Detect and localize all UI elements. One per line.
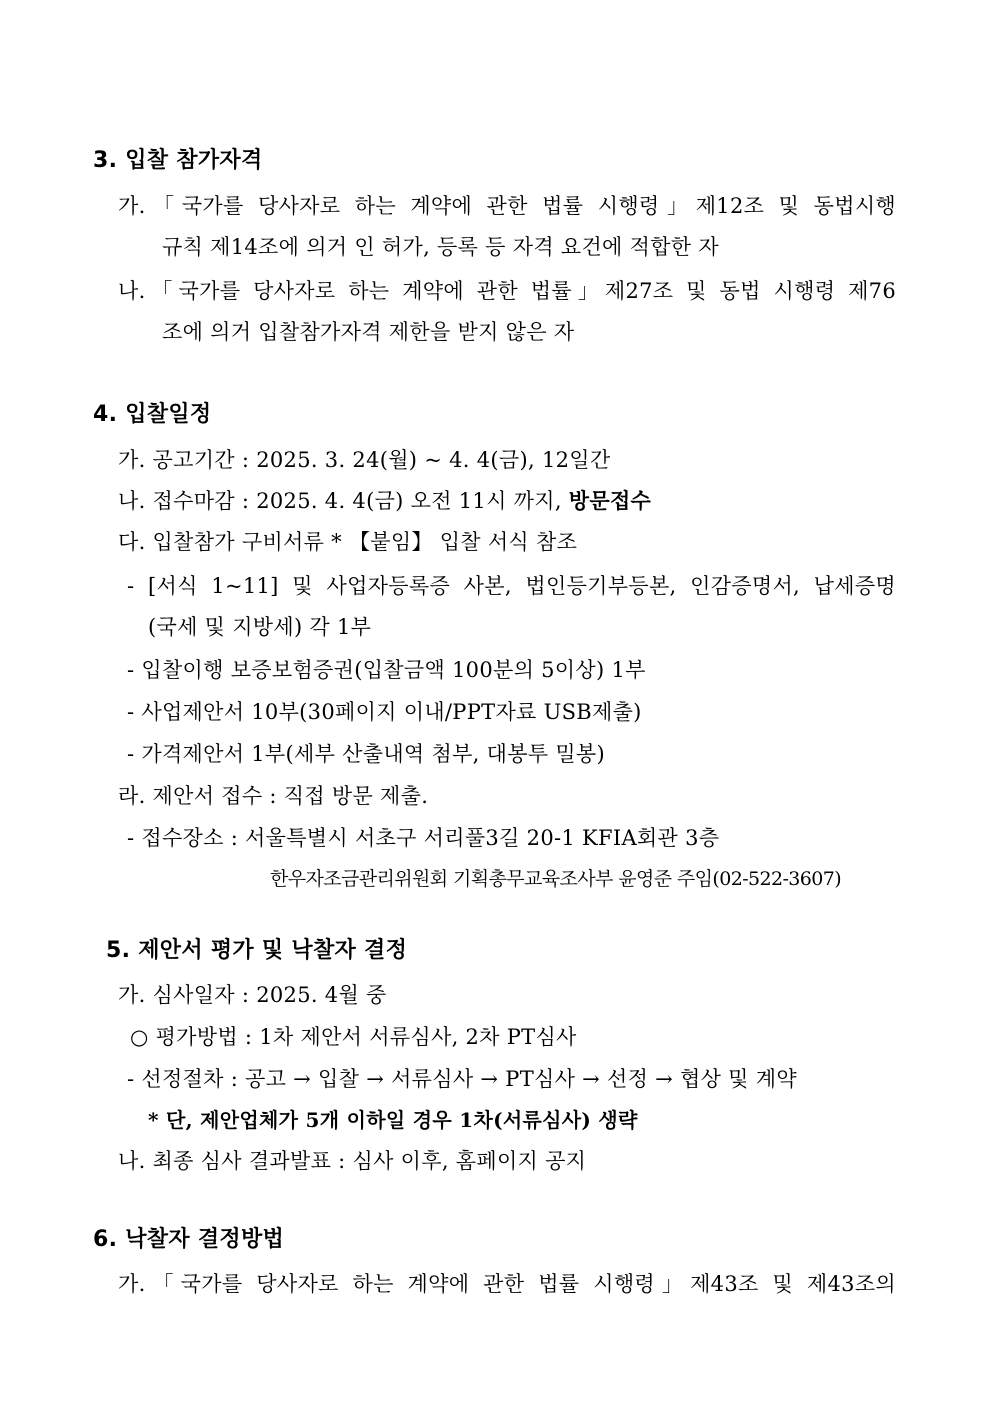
section-3-item-na-line1: 나.「국가를 당사자로 하는 계약에 관한 법률」제27조 및 동법 시행령 제76 [118, 279, 896, 303]
doc-item-1-line2: (국세 및 지방세) 각 1부 [148, 615, 372, 639]
deadline-visit-note: 방문접수 [568, 488, 652, 513]
section-5-heading: 5. 제안서 평가 및 낙찰자 결정 [106, 938, 408, 963]
doc-item-3: - 사업제안서 10부(30페이지 이내/PPT자료 USB제출) [127, 700, 642, 724]
section-4-documents: 다. 입찰참가 구비서류 * 【붙임】 입찰 서식 참조 [118, 530, 578, 554]
section-5-announcement: 나. 최종 심사 결과발표 : 심사 이후, 홈페이지 공지 [118, 1149, 587, 1173]
section-4-heading: 4. 입찰일정 [93, 402, 212, 427]
deadline-text: 나. 접수마감 : 2025. 4. 4(금) 오전 11시 까지, [118, 489, 569, 513]
section-5-review-date: 가. 심사일자 : 2025. 4월 중 [118, 983, 387, 1007]
submission-location-line1: - 접수장소 : 서울특별시 서초구 서리풀3길 20-1 KFIA회관 3층 [127, 826, 720, 850]
section-3-item-ga-line1: 가.「국가를 당사자로 하는 계약에 관한 법률 시행령」제12조 및 동법시행 [118, 194, 896, 218]
submission-location-line2: 한우자조금관리위원회 기획총무교육조사부 윤영준 주임(02-522-3607) [270, 868, 842, 890]
doc-item-4: - 가격제안서 1부(세부 산출내역 첨부, 대봉투 밀봉) [127, 742, 606, 766]
section-6-heading: 6. 낙찰자 결정방법 [93, 1227, 285, 1252]
section-4-period: 가. 공고기간 : 2025. 3. 24(월) ~ 4. 4(금), 12일간 [118, 448, 611, 472]
section-5-method: ○ 평가방법 : 1차 제안서 서류심사, 2차 PT심사 [130, 1025, 577, 1049]
section-6-item-ga: 가.「국가를 당사자로 하는 계약에 관한 법률 시행령」제43조 및 제43조의 [118, 1272, 896, 1296]
section-3-item-ga-line2: 규칙 제14조에 의거 인 허가, 등록 등 자격 요건에 적합한 자 [162, 235, 719, 259]
section-5-procedure: - 선정절차 : 공고 → 입찰 → 서류심사 → PT심사 → 선정 → 협상 및 계약 [127, 1067, 797, 1091]
section-4-submission: 라. 제안서 접수 : 직접 방문 제출. [118, 784, 429, 808]
section-4-deadline [118, 486, 651, 516]
doc-item-1-line1: - [서식 1~11] 및 사업자등록증 사본, 법인등기부등본, 인감증명서, 납세증명 [127, 574, 896, 598]
section-5-note: * 단, 제안업체가 5개 이하일 경우 1차(서류심사) 생략 [148, 1108, 638, 1132]
doc-item-2: - 입찰이행 보증보험증권(입찰금액 100분의 5이상) 1부 [127, 658, 646, 682]
section-3-heading: 3. 입찰 참가자격 [93, 148, 263, 173]
section-3-item-na-line2: 조에 의거 입찰참가자격 제한을 받지 않은 자 [162, 320, 575, 344]
